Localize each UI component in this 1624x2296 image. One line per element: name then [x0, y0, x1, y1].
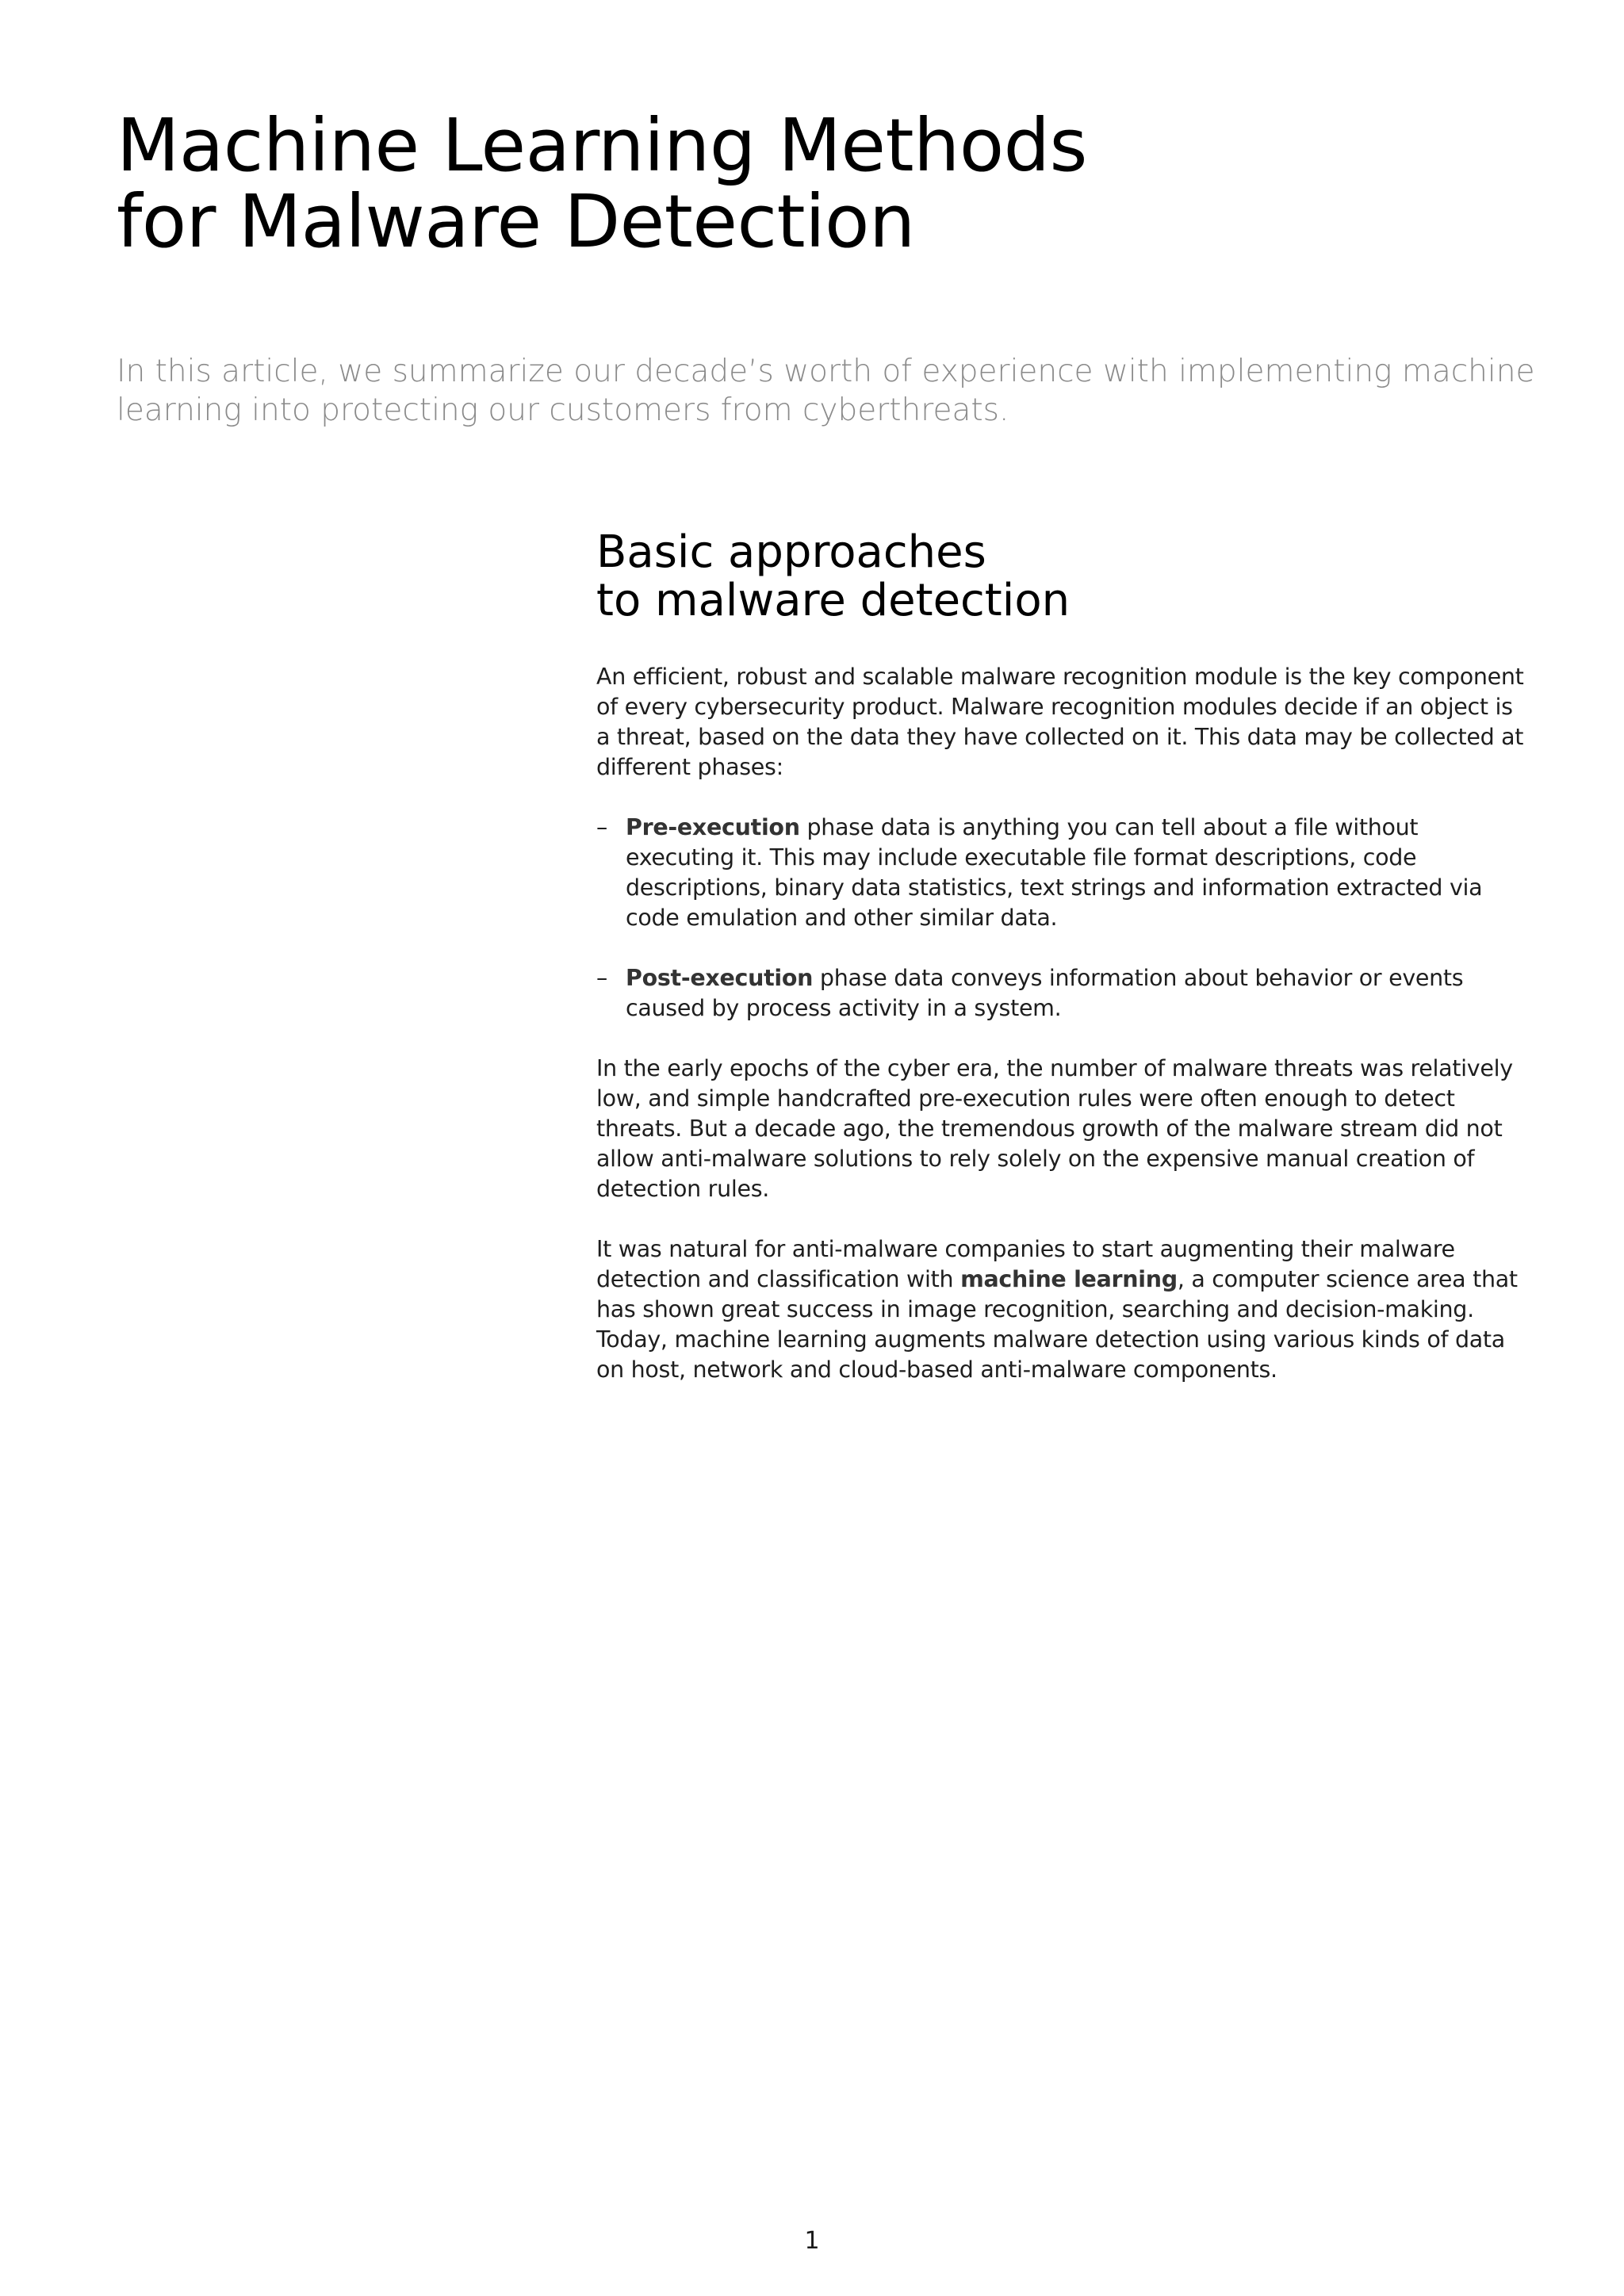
intro-line-1: In this article, we summarize our decade’s worth of experience with implementing machine — [117, 354, 1535, 389]
list-item-pre-execution — [596, 813, 1532, 933]
list-item-post-execution — [596, 963, 1532, 1024]
paragraph-3-text-start: It was natural for anti-malware companies to start augmenting their malware detection and classification with — [596, 1236, 1455, 1292]
section-heading-line-2: to malware detection — [596, 575, 1071, 626]
section-heading-line-1: Basic approaches — [596, 526, 986, 578]
list-item-text: phase data is anything you can tell about a file without executing it. This may include executable file format descriptions, code descriptions, binary data statistics, text strings and information extracted via code emulation and other similar data. — [626, 814, 1483, 931]
page-title-line-1: Machine Learning Methods — [117, 103, 1087, 188]
term-pre-execution: Pre-execution — [626, 814, 800, 840]
page-title-line-2: for Malware Detection — [117, 179, 915, 264]
intro-line-2: learning into protecting our customers from cyberthreats. — [117, 392, 1009, 428]
paragraph-3-text-end: , a computer science area that has shown great success in image recognition, searching and decision-making. Today, machine learning augments malware detection using various kinds of data on host, network and cloud-based anti-malware components. — [596, 1266, 1518, 1383]
section-basic-approaches — [596, 528, 1532, 1385]
list-item-text: phase data conveys information about behavior or events caused by process activity in a system. — [626, 965, 1464, 1021]
section-body — [596, 662, 1532, 1385]
term-post-execution: Post-execution — [626, 965, 814, 991]
intro-paragraph — [117, 352, 1560, 430]
body-paragraph-3 — [596, 1234, 1532, 1385]
body-paragraph-1: An efficient, robust and scalable malware recognition module is the key component of every cybersecurity product. Malware recognition modules decide if an object is a threat, based on the data they have collected on it. This data may be collected at different phases: — [596, 664, 1524, 780]
list-dash: – — [596, 965, 607, 991]
page-title — [117, 103, 1306, 264]
section-heading — [596, 528, 1532, 625]
phase-list — [596, 813, 1532, 1024]
list-dash: – — [596, 814, 607, 840]
body-paragraph-2: In the early epochs of the cyber era, the number of malware threats was relatively low, and simple handcrafted pre-execution rules were often enough to detect threats. But a decade ago, the tremendous growth of the malware stream did not allow anti-malware solutions to rely solely on the expensive manual creation of detection rules. — [596, 1055, 1513, 1202]
term-machine-learning: machine learning — [960, 1266, 1178, 1292]
page-number: 1 — [804, 2227, 820, 2255]
